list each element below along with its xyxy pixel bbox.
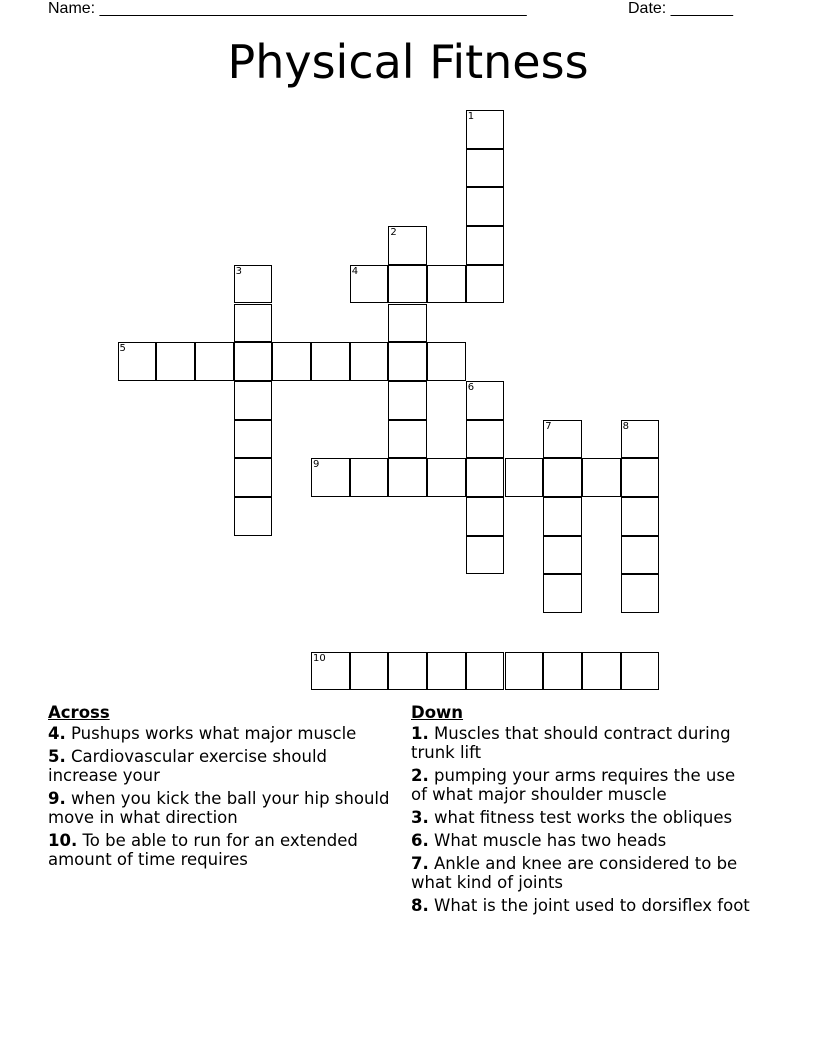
- grid-cell[interactable]: [466, 381, 505, 420]
- clue-number: 2.: [411, 766, 429, 785]
- across-heading: Across: [48, 703, 110, 722]
- grid-cell[interactable]: [388, 652, 427, 691]
- clue-down-6: [411, 831, 756, 850]
- grid-cell[interactable]: [427, 458, 466, 497]
- clue-text: Pushups works what major muscle: [71, 724, 357, 743]
- grid-cell[interactable]: [234, 381, 273, 420]
- grid-cell[interactable]: [466, 265, 505, 304]
- clue-across-10: [48, 831, 393, 869]
- clue-text: Cardiovascular exercise should increase your: [48, 747, 328, 785]
- date-field[interactable]: Date: _______: [628, 0, 733, 17]
- clue-down-3: [411, 808, 756, 827]
- cell-number: 6: [467, 381, 475, 393]
- cell-number: 9: [313, 459, 320, 471]
- grid-cell[interactable]: [388, 226, 427, 265]
- clue-number: 7.: [411, 854, 429, 873]
- grid-cell[interactable]: [195, 342, 234, 381]
- clue-number: 8.: [411, 896, 429, 915]
- grid-cell[interactable]: [234, 458, 273, 497]
- clue-number: 9.: [48, 789, 66, 808]
- grid-cell[interactable]: [234, 497, 273, 536]
- grid-cell[interactable]: [543, 420, 582, 459]
- clue-number: 6.: [411, 831, 429, 850]
- clue-number: 3.: [411, 808, 429, 827]
- grid-cell[interactable]: [118, 342, 157, 381]
- grid-cell[interactable]: [350, 265, 389, 304]
- grid-cell[interactable]: [621, 574, 660, 613]
- grid-cell[interactable]: [621, 458, 660, 497]
- page-title: Physical Fitness: [227, 35, 589, 89]
- grid-cell[interactable]: [272, 342, 311, 381]
- grid-cell[interactable]: [466, 458, 505, 497]
- grid-cell[interactable]: [234, 265, 273, 304]
- grid-cell[interactable]: [505, 458, 544, 497]
- grid-cell[interactable]: [427, 265, 466, 304]
- grid-cell[interactable]: [388, 342, 427, 381]
- grid-cell[interactable]: [543, 536, 582, 575]
- grid-cell[interactable]: [621, 420, 660, 459]
- across-clues: [48, 703, 393, 873]
- grid-cell[interactable]: [466, 226, 505, 265]
- clue-text: What is the joint used to dorsiflex foot: [434, 896, 750, 915]
- clue-down-8: [411, 896, 756, 915]
- grid-cell[interactable]: [466, 110, 505, 149]
- grid-cell[interactable]: [234, 342, 273, 381]
- clue-across-5: [48, 747, 393, 785]
- grid-cell[interactable]: [621, 536, 660, 575]
- grid-cell[interactable]: [234, 304, 273, 343]
- down-clues: [411, 703, 756, 919]
- grid-cell[interactable]: [466, 149, 505, 188]
- grid-cell[interactable]: [621, 497, 660, 536]
- cell-number: 1: [467, 111, 475, 122]
- down-heading: Down: [411, 703, 464, 722]
- clue-number: 1.: [411, 724, 429, 743]
- grid-cell[interactable]: [466, 652, 505, 691]
- clue-text: What muscle has two heads: [434, 831, 667, 850]
- grid-cell[interactable]: [350, 652, 389, 691]
- grid-cell[interactable]: [582, 458, 621, 497]
- clue-down-7: [411, 854, 756, 892]
- grid-cell[interactable]: [505, 652, 544, 691]
- cell-number: 8: [622, 420, 629, 432]
- grid-cell[interactable]: [582, 652, 621, 691]
- clue-text: when you kick the ball your hip should move in what direction: [48, 789, 390, 827]
- grid-cell[interactable]: [311, 458, 350, 497]
- grid-cell[interactable]: [388, 304, 427, 343]
- cell-number: 7: [545, 420, 552, 432]
- grid-cell[interactable]: [466, 420, 505, 459]
- clue-number: 5.: [48, 747, 66, 766]
- name-field[interactable]: Name: ________________________________________________: [48, 0, 527, 17]
- clue-text: To be able to run for an extended amount of time requires: [48, 831, 358, 869]
- grid-cell[interactable]: [543, 497, 582, 536]
- clue-down-1: [411, 724, 756, 762]
- grid-cell[interactable]: [350, 342, 389, 381]
- grid-cell[interactable]: [388, 265, 427, 304]
- clue-across-4: [48, 724, 393, 743]
- cell-number: 2: [390, 227, 397, 239]
- cell-number: 5: [119, 343, 126, 355]
- grid-cell[interactable]: [466, 187, 505, 226]
- clue-number: 4.: [48, 724, 66, 743]
- grid-cell[interactable]: [466, 536, 505, 575]
- grid-cell[interactable]: [427, 652, 466, 691]
- clue-across-9: [48, 789, 393, 827]
- grid-cell[interactable]: [156, 342, 195, 381]
- grid-cell[interactable]: [388, 458, 427, 497]
- grid-cell[interactable]: [543, 574, 582, 613]
- clue-text: pumping your arms requires the use of what major shoulder muscle: [411, 766, 736, 804]
- grid-cell[interactable]: [388, 420, 427, 459]
- clue-down-2: [411, 766, 756, 804]
- grid-cell[interactable]: [543, 458, 582, 497]
- cell-number: 10: [313, 652, 326, 664]
- grid-cell[interactable]: [234, 420, 273, 459]
- clue-number: 10.: [48, 831, 78, 850]
- grid-cell[interactable]: [466, 497, 505, 536]
- grid-cell[interactable]: [543, 652, 582, 691]
- grid-cell[interactable]: [350, 458, 389, 497]
- clue-text: Muscles that should contract during trunk lift: [411, 724, 731, 762]
- grid-cell[interactable]: [621, 652, 660, 691]
- grid-cell[interactable]: [311, 652, 350, 691]
- clue-text: what fitness test works the obliques: [434, 808, 733, 827]
- grid-cell[interactable]: [427, 342, 466, 381]
- cell-number: 4: [351, 265, 359, 277]
- cell-number: 3: [235, 265, 242, 277]
- grid-cell[interactable]: [311, 342, 350, 381]
- clue-text: Ankle and knee are considered to be what kind of joints: [411, 854, 738, 892]
- grid-cell[interactable]: [388, 381, 427, 420]
